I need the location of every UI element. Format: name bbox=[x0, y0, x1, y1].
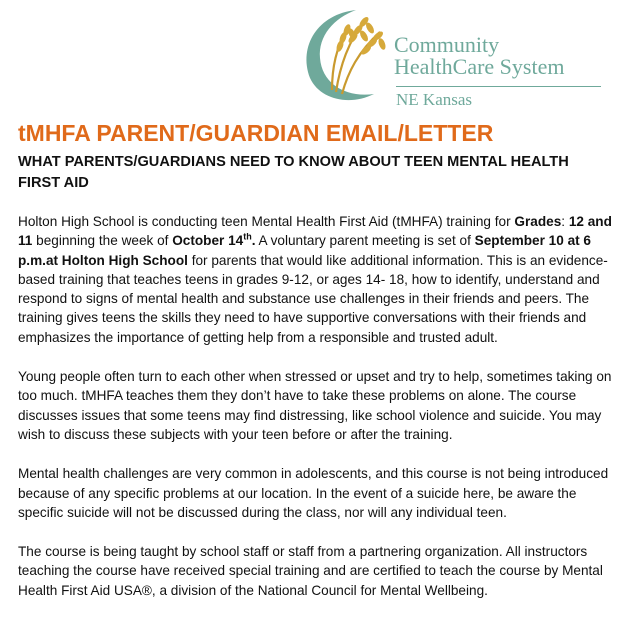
logo-wordmark bbox=[394, 34, 564, 78]
logo-line-healthcare-system: HealthCare System bbox=[394, 54, 565, 79]
p1-text-4: A voluntary parent meeting is set of bbox=[255, 233, 475, 249]
document-subtitle: WHAT PARENTS/GUARDIANS NEED TO KNOW ABOUT TEEN MENTAL HEALTH FIRST AID bbox=[18, 154, 569, 191]
p1-start-date-text: October 14 bbox=[172, 233, 244, 249]
document-title: tMHFA PARENT/GUARDIAN EMAIL/LETTER bbox=[18, 120, 494, 146]
logo-line-ne-kansas: NE Kansas bbox=[396, 90, 473, 109]
paragraph-3: Mental health challenges are very common in adolescents, and this course is not being introduced because of any specific problems at our location. In the event of a suicide here, be aware the specific suicide will not be discussed during the class, nor will any individual teen. bbox=[18, 466, 609, 520]
p1-meeting-info: September 10 at 6 p.m.at Holton High School bbox=[18, 233, 591, 268]
p1-grades-value: 12 and 11 bbox=[18, 214, 612, 249]
p1-text-5: for parents that would like additional information. This is an evidence-based training that teaches teens in grades 9-12, or ages 14- 18, how to identify, understand and respond to signs of mental health and substance use challenges in their friends and peers. The training gives teens the skills they need to have supportive conversations with their friends and emphasizes the importance of getting help from a responsible and trusted adult. bbox=[18, 252, 608, 345]
letter-body bbox=[18, 212, 612, 620]
p1-text-1: Holton High School is conducting teen Mental Health First Aid (tMHFA) training for bbox=[18, 214, 515, 229]
p1-start-date-period: . bbox=[251, 233, 256, 249]
p1-grades-label: Grades bbox=[514, 214, 562, 229]
paragraph-4: The course is being taught by school staff or staff from a partnering organization. All instructors teaching the course have received special training and are certified to teach the course by Mental Health First Aid USA®, a division of the National Council for Mental Wellbeing. bbox=[18, 544, 603, 598]
p1-text-2: : bbox=[561, 214, 569, 229]
paragraph-1 bbox=[18, 212, 612, 347]
logo-divider bbox=[396, 86, 601, 87]
p1-start-date-suffix: th bbox=[243, 231, 252, 242]
logo-line-community: Community bbox=[394, 32, 500, 57]
p1-text-3: beginning the week of bbox=[32, 233, 173, 249]
organization-logo bbox=[296, 6, 606, 118]
paragraph-2: Young people often turn to each other when stressed or upset and try to help, sometimes taking on too much. tMHFA teaches them they don’t have to take these problems on alone. The course discusses issues that some teens may find distressing, like school violence and suicide. You may wish to discuss these subjects with your teen before or after the training. bbox=[18, 369, 612, 442]
p1-start-date bbox=[172, 233, 255, 248]
wheat-emblem-icon bbox=[296, 6, 392, 106]
